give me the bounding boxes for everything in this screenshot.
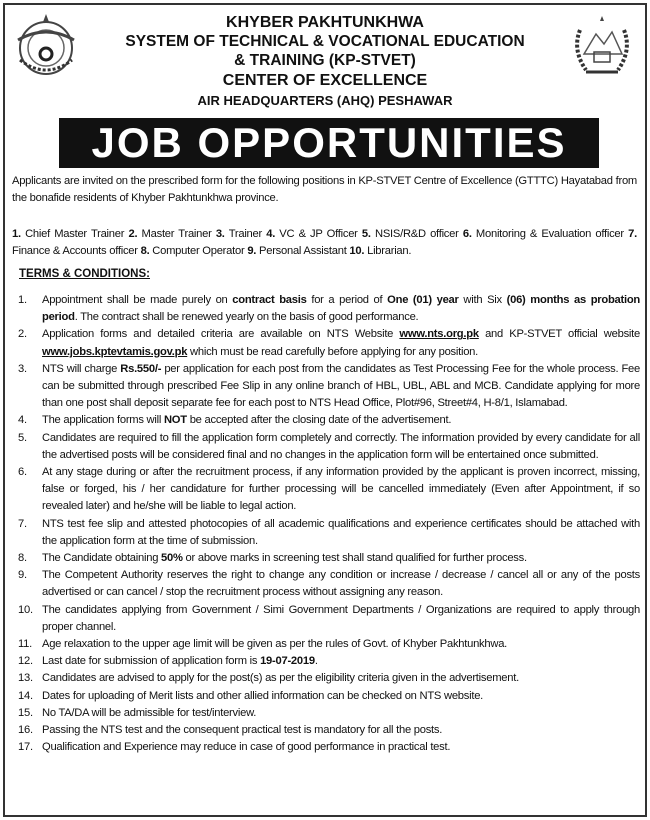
term-item [12, 412, 640, 429]
term-item [12, 326, 640, 360]
header-line-5: AIR HEADQUARTERS (AHQ) PESHAWAR [197, 93, 453, 108]
term-item [12, 739, 640, 756]
term-text: Passing the NTS test and the consequent practical test is mandatory for all the posts. [42, 724, 443, 737]
position-number: 2. [128, 228, 138, 240]
term-number: 15. [18, 706, 33, 719]
term-item [12, 653, 640, 670]
term-number: 7. [18, 517, 27, 530]
header-line-3: & TRAINING (KP-STVET) [234, 52, 416, 69]
header-line-4: CENTER OF EXCELLENCE [222, 72, 428, 89]
header-line-1: KHYBER PAKHTUNKHWA [226, 14, 424, 31]
position-title: Computer Operator [149, 245, 248, 257]
term-text: . [314, 655, 318, 668]
term-text: Dates for uploading of Merit lists and other allied information can be checked on NTS website. [42, 689, 484, 702]
term-number: 13. [18, 672, 33, 685]
term-text: Application forms and detailed criteria are available on NTS Website [42, 328, 400, 341]
term-item [12, 292, 640, 326]
term-text: Last date for submission of application form is [42, 655, 261, 668]
position-number: 5. [361, 228, 371, 240]
term-text: (06) months as probation period [42, 294, 641, 324]
term-text: Candidates are required to fill the application form completely and correctly. The information provided by every candidate for all the advertised posts will be considered final and no changes in the application form will be entertained once submitted. [42, 431, 640, 461]
position-number: 9. [247, 245, 257, 257]
term-item [12, 361, 640, 413]
term-item [12, 464, 640, 516]
term-text: contract basis [232, 294, 307, 306]
term-number: 9. [18, 569, 27, 582]
term-text: No TA/DA will be admissible for test/interview. [42, 706, 257, 719]
term-item [12, 516, 640, 550]
website-link[interactable]: www.nts.org.pk [399, 328, 479, 341]
term-number: 14. [18, 689, 33, 702]
term-number: 12. [18, 655, 33, 668]
position-title: NSIS/R&D officer [370, 228, 463, 240]
term-text: . The contract shall be renewed yearly on the basis of good performance. [74, 311, 419, 324]
job-opportunities-banner: JOB OPPORTUNITIES [59, 118, 599, 168]
term-text: NTS will charge [42, 362, 121, 375]
term-text: Rs.550/- [120, 362, 162, 375]
term-number: 11. [18, 638, 32, 651]
term-number: 10. [18, 603, 33, 616]
position-title: Librarian. [364, 245, 412, 257]
term-text: At any stage during or after the recruitment process, if any information provided by the applicant is proven incorrect, missing, false or forged, his / her candidature for further processing will be cancelled immediately (Even after Appointment, if so revealed later) and he/she will be liable to legal action. [42, 466, 640, 513]
position-title: Monitoring & Evaluation officer [471, 228, 629, 240]
term-item [12, 636, 640, 653]
term-text: or above marks in screening test shall stand qualified for further process. [182, 552, 527, 565]
term-number: 6. [18, 466, 27, 479]
position-number: 7. [628, 228, 637, 240]
term-item [12, 550, 640, 567]
term-text: per application for each post from the candidates as Test Processing Fee for the whole process. Fee can be submitted through prescribed Fee Slip in any online branch of HBL, UBL, ABL and MCB. Candidate applying for more than one post shall deposit separate fee for each post to NTS Head Office, Plot#96, Street#4, H-8/1, Islamabad. [42, 362, 640, 410]
website-link[interactable]: www.jobs.kptevtamis.gov.pk [42, 345, 188, 358]
position-title: Chief Master Trainer [20, 228, 129, 240]
term-number: 17. [18, 741, 33, 754]
term-item [12, 430, 640, 464]
position-number: 8. [140, 245, 150, 257]
term-item [12, 567, 640, 601]
term-text: The application forms will [42, 414, 164, 427]
term-text: 50% [161, 552, 183, 565]
term-text: Candidates are advised to apply for the post(s) as per the eligibility criteria given in the advertisement. [42, 672, 519, 685]
term-text: 19-07-2019 [260, 655, 315, 668]
position-number: 1. [12, 228, 21, 240]
term-text: The Candidate obtaining [42, 552, 162, 565]
term-number: 1. [18, 294, 27, 306]
position-title: Master Trainer [137, 228, 216, 240]
term-text: and KP-STVET official website [478, 328, 640, 341]
terms-heading: TERMS & CONDITIONS: [19, 268, 150, 280]
position-number: 4. [266, 228, 276, 240]
term-text: The candidates applying from Government / Simi Government Departments / Organizations are required to apply through proper channel. [42, 603, 640, 633]
terms-list [12, 292, 640, 756]
term-text: NOT [163, 414, 187, 427]
term-item [12, 670, 640, 687]
position-number: 10. [349, 245, 365, 257]
term-item [12, 602, 640, 636]
positions-list [12, 226, 637, 260]
position-title: Trainer [224, 228, 267, 240]
term-text: Age relaxation to the upper age limit will be given as per the rules of Govt. of Khyber Pakhtunkhwa. [42, 638, 508, 651]
position-number: 6. [462, 228, 472, 240]
term-number: 3. [18, 362, 27, 375]
term-item [12, 722, 640, 739]
term-text: with Six [458, 294, 507, 306]
header-line-2: SYSTEM OF TECHNICAL & VOCATIONAL EDUCATION [125, 33, 525, 50]
term-text: One (01) year [387, 294, 459, 306]
term-text: Appointment shall be made purely on [42, 294, 233, 306]
position-title: Finance & Accounts officer [12, 245, 141, 257]
term-text: The Competent Authority reserves the right to change any condition or increase / decrease / cancel all or any of the posts advertised or can cancel / stop the recruitment process without assigning any reason. [42, 569, 640, 599]
term-item [12, 688, 640, 705]
term-number: 8. [18, 552, 27, 565]
term-number: 4. [18, 414, 27, 427]
term-text: for a period of [306, 294, 388, 306]
position-title: Personal Assistant [256, 245, 350, 257]
term-number: 2. [18, 328, 27, 341]
term-text: NTS test fee slip and attested photocopies of all academic qualifications and experience certificates should be attached with the application form at the time of submission. [42, 517, 640, 547]
term-number: 16. [18, 724, 33, 737]
term-text: be accepted after the closing date of the advertisement. [186, 414, 452, 427]
term-text: which must be read carefully before applying for any position. [187, 345, 479, 358]
term-text: Qualification and Experience may reduce in case of good performance in practical test. [42, 741, 451, 754]
intro-paragraph: Applicants are invited on the prescribed form for the following positions in KP-STVET Centre of Excellence (GTTTC) Hayatabad from the bonafide residents of Khyber Pakhtunkhwa province. [12, 175, 637, 204]
position-number: 3. [215, 228, 225, 240]
term-number: 5. [18, 431, 27, 444]
term-item [12, 705, 640, 722]
position-title: VC & JP Officer [275, 228, 362, 240]
